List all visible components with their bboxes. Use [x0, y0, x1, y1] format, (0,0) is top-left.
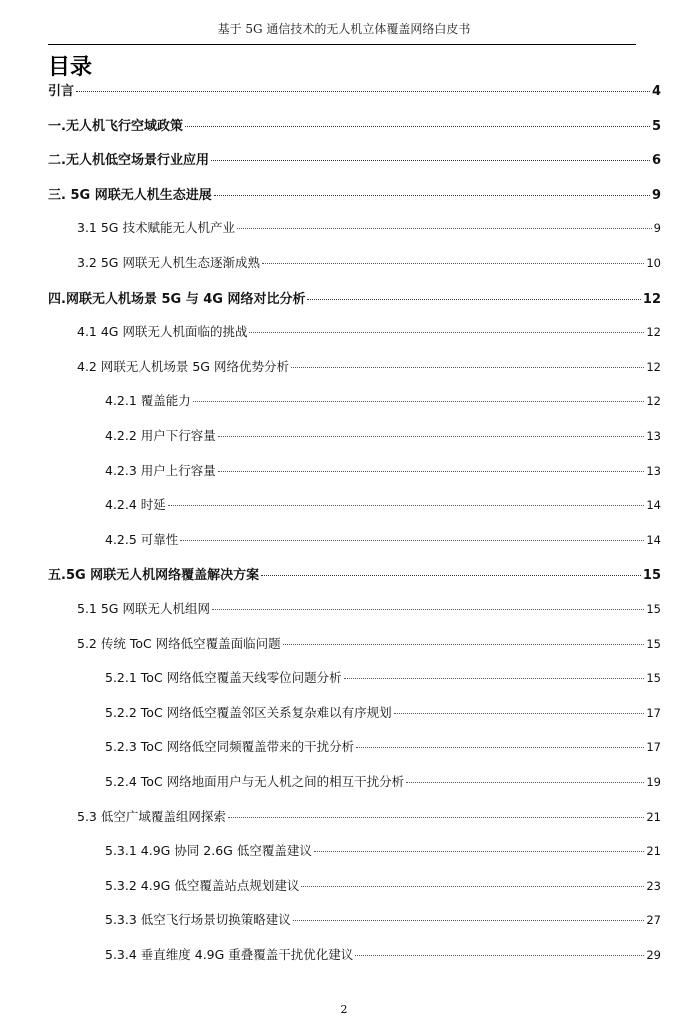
- toc-title: 目录: [48, 55, 93, 80]
- dot-leader: [356, 747, 644, 748]
- toc-entry[interactable]: [105, 841, 661, 859]
- toc-entry-page-number: 23: [646, 878, 661, 893]
- dot-leader: [185, 126, 650, 127]
- toc-entry-text: 4.2.3 用户上行容量: [105, 462, 216, 478]
- toc-entry-page-number: 15: [642, 568, 661, 584]
- toc-entry-text: 三. 5G 网联无人机生态进展: [48, 187, 212, 203]
- toc-entry-text: 四.网联无人机场景 5G 与 4G 网络对比分析: [48, 291, 306, 307]
- toc-entry-page-number: 14: [646, 532, 661, 547]
- toc-entry[interactable]: [105, 945, 661, 963]
- toc-entry-page-number: 13: [646, 429, 661, 443]
- toc-entry-text: 4.2.4 时延: [105, 497, 166, 513]
- toc-entry-page-number: 12: [646, 325, 661, 340]
- toc-entry-text: 5.3.2 4.9G 低空覆盖站点规划建议: [105, 877, 300, 893]
- toc-entry-text: 五.5G 网联无人机网络覆盖解决方案: [48, 568, 260, 584]
- dot-leader: [355, 955, 644, 956]
- dot-leader: [301, 886, 644, 887]
- toc-entry-page-number: 15: [646, 602, 661, 616]
- toc-entry-page-number: 12: [646, 394, 661, 409]
- toc-entry-text: 4.2 网联无人机场景 5G 网络优势分析: [77, 358, 289, 374]
- toc-entry[interactable]: [48, 564, 661, 583]
- dot-leader: [218, 471, 645, 472]
- toc-entry-text: 5.2.1 ToC 网络低空覆盖天线零位问题分析: [105, 670, 342, 686]
- toc-entry-page-number: 15: [646, 671, 661, 686]
- toc-entry[interactable]: [105, 772, 661, 790]
- header-rule: [48, 44, 636, 45]
- dot-leader: [262, 263, 644, 264]
- toc-entry-page-number: 14: [646, 498, 661, 513]
- toc-entry[interactable]: [77, 634, 661, 652]
- toc-entry-page-number: 4: [651, 84, 661, 99]
- toc-entry-page-number: 9: [653, 221, 661, 236]
- dot-leader: [193, 401, 645, 402]
- dot-leader: [406, 782, 644, 783]
- toc-entry-page-number: 21: [646, 809, 661, 824]
- dot-leader: [237, 228, 652, 229]
- toc-entry-page-number: 10: [646, 256, 661, 270]
- toc-entry[interactable]: [105, 391, 661, 409]
- toc-entry-text: 5.3 低空广域覆盖组网探索: [77, 808, 226, 824]
- toc-entry-text: 4.2.1 覆盖能力: [105, 393, 191, 409]
- toc-entry[interactable]: [48, 288, 661, 307]
- toc-entry[interactable]: [77, 253, 661, 271]
- dot-leader: [261, 575, 641, 576]
- toc-entry[interactable]: [105, 703, 661, 721]
- toc-entry-text: 5.1 5G 网联无人机组网: [77, 601, 210, 616]
- dot-leader: [293, 920, 645, 921]
- toc-entry-page-number: 19: [646, 775, 661, 789]
- toc-entry[interactable]: [105, 461, 661, 479]
- dot-leader: [214, 195, 650, 196]
- toc-entry-page-number: 13: [646, 463, 661, 478]
- dot-leader: [180, 540, 644, 541]
- toc-entry-page-number: 15: [646, 636, 661, 651]
- toc-entry-page-number: 9: [651, 187, 661, 203]
- toc-entry[interactable]: [77, 218, 661, 236]
- dot-leader: [76, 91, 650, 92]
- dot-leader: [228, 817, 645, 818]
- dot-leader: [291, 367, 644, 368]
- toc-entry[interactable]: [77, 807, 661, 825]
- toc-entry[interactable]: [105, 876, 661, 894]
- toc-entry[interactable]: [105, 910, 661, 928]
- toc-entry[interactable]: [48, 184, 661, 203]
- toc-entry[interactable]: [105, 530, 661, 548]
- toc-entry[interactable]: [105, 426, 661, 444]
- toc-entry-text: 5.3.4 垂直维度 4.9G 重叠覆盖干扰优化建议: [105, 947, 354, 962]
- toc-entry-page-number: 6: [651, 153, 661, 169]
- toc-entry[interactable]: [77, 357, 661, 375]
- toc-entry-text: 引言: [48, 84, 75, 99]
- running-header: 基于 5G 通信技术的无人机立体覆盖网络白皮书: [217, 22, 471, 36]
- toc-entry-text: 4.2.2 用户下行容量: [105, 428, 216, 443]
- toc-entry[interactable]: [77, 599, 661, 617]
- toc-entry-text: 3.1 5G 技术赋能无人机产业: [77, 220, 235, 236]
- toc-entry-page-number: 21: [646, 844, 661, 859]
- toc-entry[interactable]: [48, 149, 661, 168]
- toc-entry[interactable]: [105, 737, 661, 755]
- dot-leader: [394, 713, 645, 714]
- toc-entry-text: 二.无人机低空场景行业应用: [48, 153, 209, 169]
- toc-entry-text: 一.无人机飞行空域政策: [48, 118, 183, 134]
- toc-entry[interactable]: [105, 495, 661, 513]
- dot-leader: [168, 505, 645, 506]
- toc-entry-page-number: 12: [646, 359, 661, 374]
- dot-leader: [249, 332, 644, 333]
- dot-leader: [307, 299, 640, 300]
- toc-entry-page-number: 17: [646, 740, 661, 755]
- toc-entry-text: 5.2 传统 ToC 网络低空覆盖面临问题: [77, 635, 281, 651]
- dot-leader: [211, 160, 650, 161]
- dot-leader: [283, 644, 645, 645]
- toc-entry[interactable]: [48, 115, 661, 134]
- toc-entry-text: 5.2.4 ToC 网络地面用户与无人机之间的相互干扰分析: [105, 774, 405, 789]
- toc-entry-text: 3.2 5G 网联无人机生态逐渐成熟: [77, 255, 260, 270]
- dot-leader: [212, 609, 644, 610]
- dot-leader: [218, 436, 645, 437]
- toc-entry-text: 4.1 4G 网联无人机面临的挑战: [77, 324, 248, 340]
- toc-entry-text: 4.2.5 可靠性: [105, 531, 179, 547]
- toc-entry[interactable]: [105, 668, 661, 686]
- toc-entry-text: 5.3.1 4.9G 协同 2.6G 低空覆盖建议: [105, 843, 312, 859]
- toc-entry-text: 5.2.3 ToC 网络低空同频覆盖带来的干扰分析: [105, 739, 355, 755]
- toc-entry-page-number: 12: [642, 291, 661, 307]
- toc-entry-page-number: 29: [646, 948, 661, 962]
- toc-entry-text: 5.3.3 低空飞行场景切换策略建议: [105, 912, 291, 928]
- dot-leader: [314, 851, 645, 852]
- toc-entry-text: 5.2.2 ToC 网络低空覆盖邻区关系复杂难以有序规划: [105, 704, 392, 720]
- dot-leader: [344, 678, 645, 679]
- toc-entry[interactable]: [48, 80, 661, 99]
- toc-entry[interactable]: [77, 322, 661, 340]
- page-number: 2: [340, 1003, 348, 1016]
- toc-entry-page-number: 5: [651, 118, 661, 134]
- toc-entry-page-number: 27: [646, 913, 661, 928]
- toc-entry-page-number: 17: [646, 705, 661, 720]
